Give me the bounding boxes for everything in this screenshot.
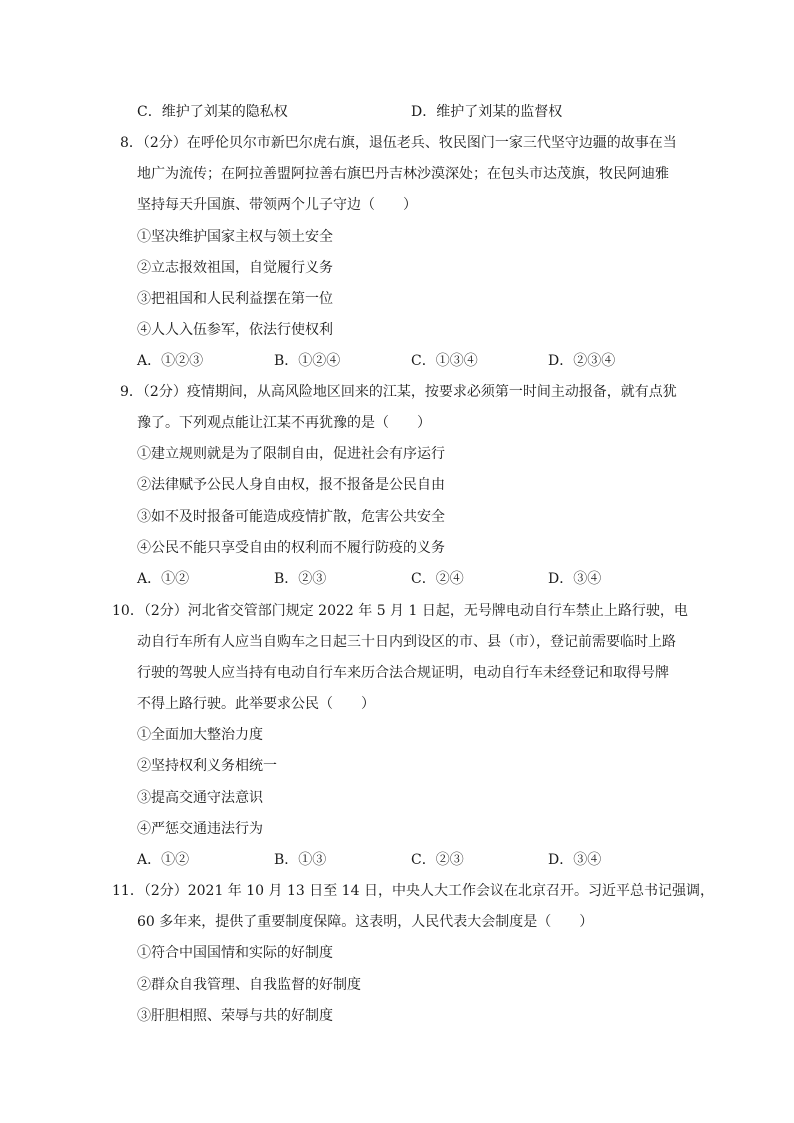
q10-statement-2: ②坚持权利义务相统一 <box>137 758 277 774</box>
q8-option-b: B．①②④ <box>274 353 341 369</box>
q7-option-d: D．维护了刘某的监督权 <box>411 104 563 120</box>
q11-statement-3: ③肝胆相照、荣辱与共的好制度 <box>137 1008 333 1024</box>
q8-statement-1: ①坚决维护国家主权与领土安全 <box>137 229 333 245</box>
q9-statement-4: ④公民不能只享受自由的权利而不履行防疫的义务 <box>137 540 445 556</box>
q10-stem-line-4: 不得上路行驶。此举要求公民（ ） <box>137 696 375 712</box>
q9-option-c: C．②④ <box>411 571 464 587</box>
q9-option-d: D．③④ <box>548 571 602 587</box>
q11-statement-1: ①符合中国国情和实际的好制度 <box>137 945 333 961</box>
q9-statement-3: ③如不及时报备可能造成疫情扩散，危害公共安全 <box>137 509 445 525</box>
q10-stem-line-3: 行驶的驾驶人应当持有电动自行车来历合法合规证明，电动自行车未经登记和取得号牌 <box>137 665 669 681</box>
q10-option-c: C．②③ <box>411 852 464 868</box>
q9-statement-1: ①建立规则就是为了限制自由，促进社会有序运行 <box>137 446 445 462</box>
q9-option-b: B．②③ <box>274 571 327 587</box>
q9-statement-2: ②法律赋予公民人身自由权，报不报备是公民自由 <box>137 477 445 493</box>
q9-option-a: A．①② <box>137 571 190 587</box>
q10-statement-3: ③提高交通守法意识 <box>137 790 263 806</box>
q9-stem-line-2: 豫了。下列观点能让江某不再犹豫的是（ ） <box>137 415 431 431</box>
q8-option-c: C．①③④ <box>411 353 478 369</box>
q11-stem-line-2: 60 多年来，提供了重要制度保障。这表明，人民代表大会制度是（ ） <box>137 914 594 930</box>
q8-stem-line-1: 8．（2分）在呼伦贝尔市新巴尔虎右旗，退伍老兵、牧民图门一家三代坚守边疆的故事在当 <box>120 135 677 151</box>
q8-option-a: A．①②③ <box>137 353 204 369</box>
q10-stem-line-1: 10．（2分）河北省交管部门规定 2022 年 5 月 1 日起，无号牌电动自行车禁止上路行驶，电 <box>112 603 688 619</box>
q7-option-c: C．维护了刘某的隐私权 <box>137 104 288 120</box>
q10-option-b: B．①③ <box>274 852 327 868</box>
q8-statement-4: ④人人入伍参军，依法行使权利 <box>137 322 333 338</box>
q8-stem-line-3: 坚持每天升国旗、带领两个儿子守边（ ） <box>137 197 417 213</box>
q8-statement-2: ②立志报效祖国，自觉履行义务 <box>137 260 333 276</box>
q11-stem-line-1: 11．（2分）2021 年 10 月 13 日至 14 日，中央人大工作会议在北京召开。习近平总书记强调， <box>112 883 714 899</box>
q10-option-d: D．③④ <box>548 852 602 868</box>
q10-option-a: A．①② <box>137 852 190 868</box>
q10-statement-1: ①全面加大整治力度 <box>137 727 263 743</box>
q10-statement-4: ④严惩交通违法行为 <box>137 821 263 837</box>
q9-stem-line-1: 9．（2分）疫情期间，从高风险地区回来的江某，按要求必须第一时间主动报备，就有点犹 <box>120 384 677 400</box>
q8-option-d: D．②③④ <box>548 353 616 369</box>
q8-statement-3: ③把祖国和人民利益摆在第一位 <box>137 291 333 307</box>
q11-statement-2: ②群众自我管理、自我监督的好制度 <box>137 977 361 993</box>
q8-stem-line-2: 地广为流传；在阿拉善盟阿拉善右旗巴丹吉林沙漠深处；在包头市达茂旗，牧民阿迪雅 <box>137 166 669 182</box>
q10-stem-line-2: 动自行车所有人应当自购车之日起三十日内到设区的市、县（市），登记前需要临时上路 <box>137 634 676 650</box>
